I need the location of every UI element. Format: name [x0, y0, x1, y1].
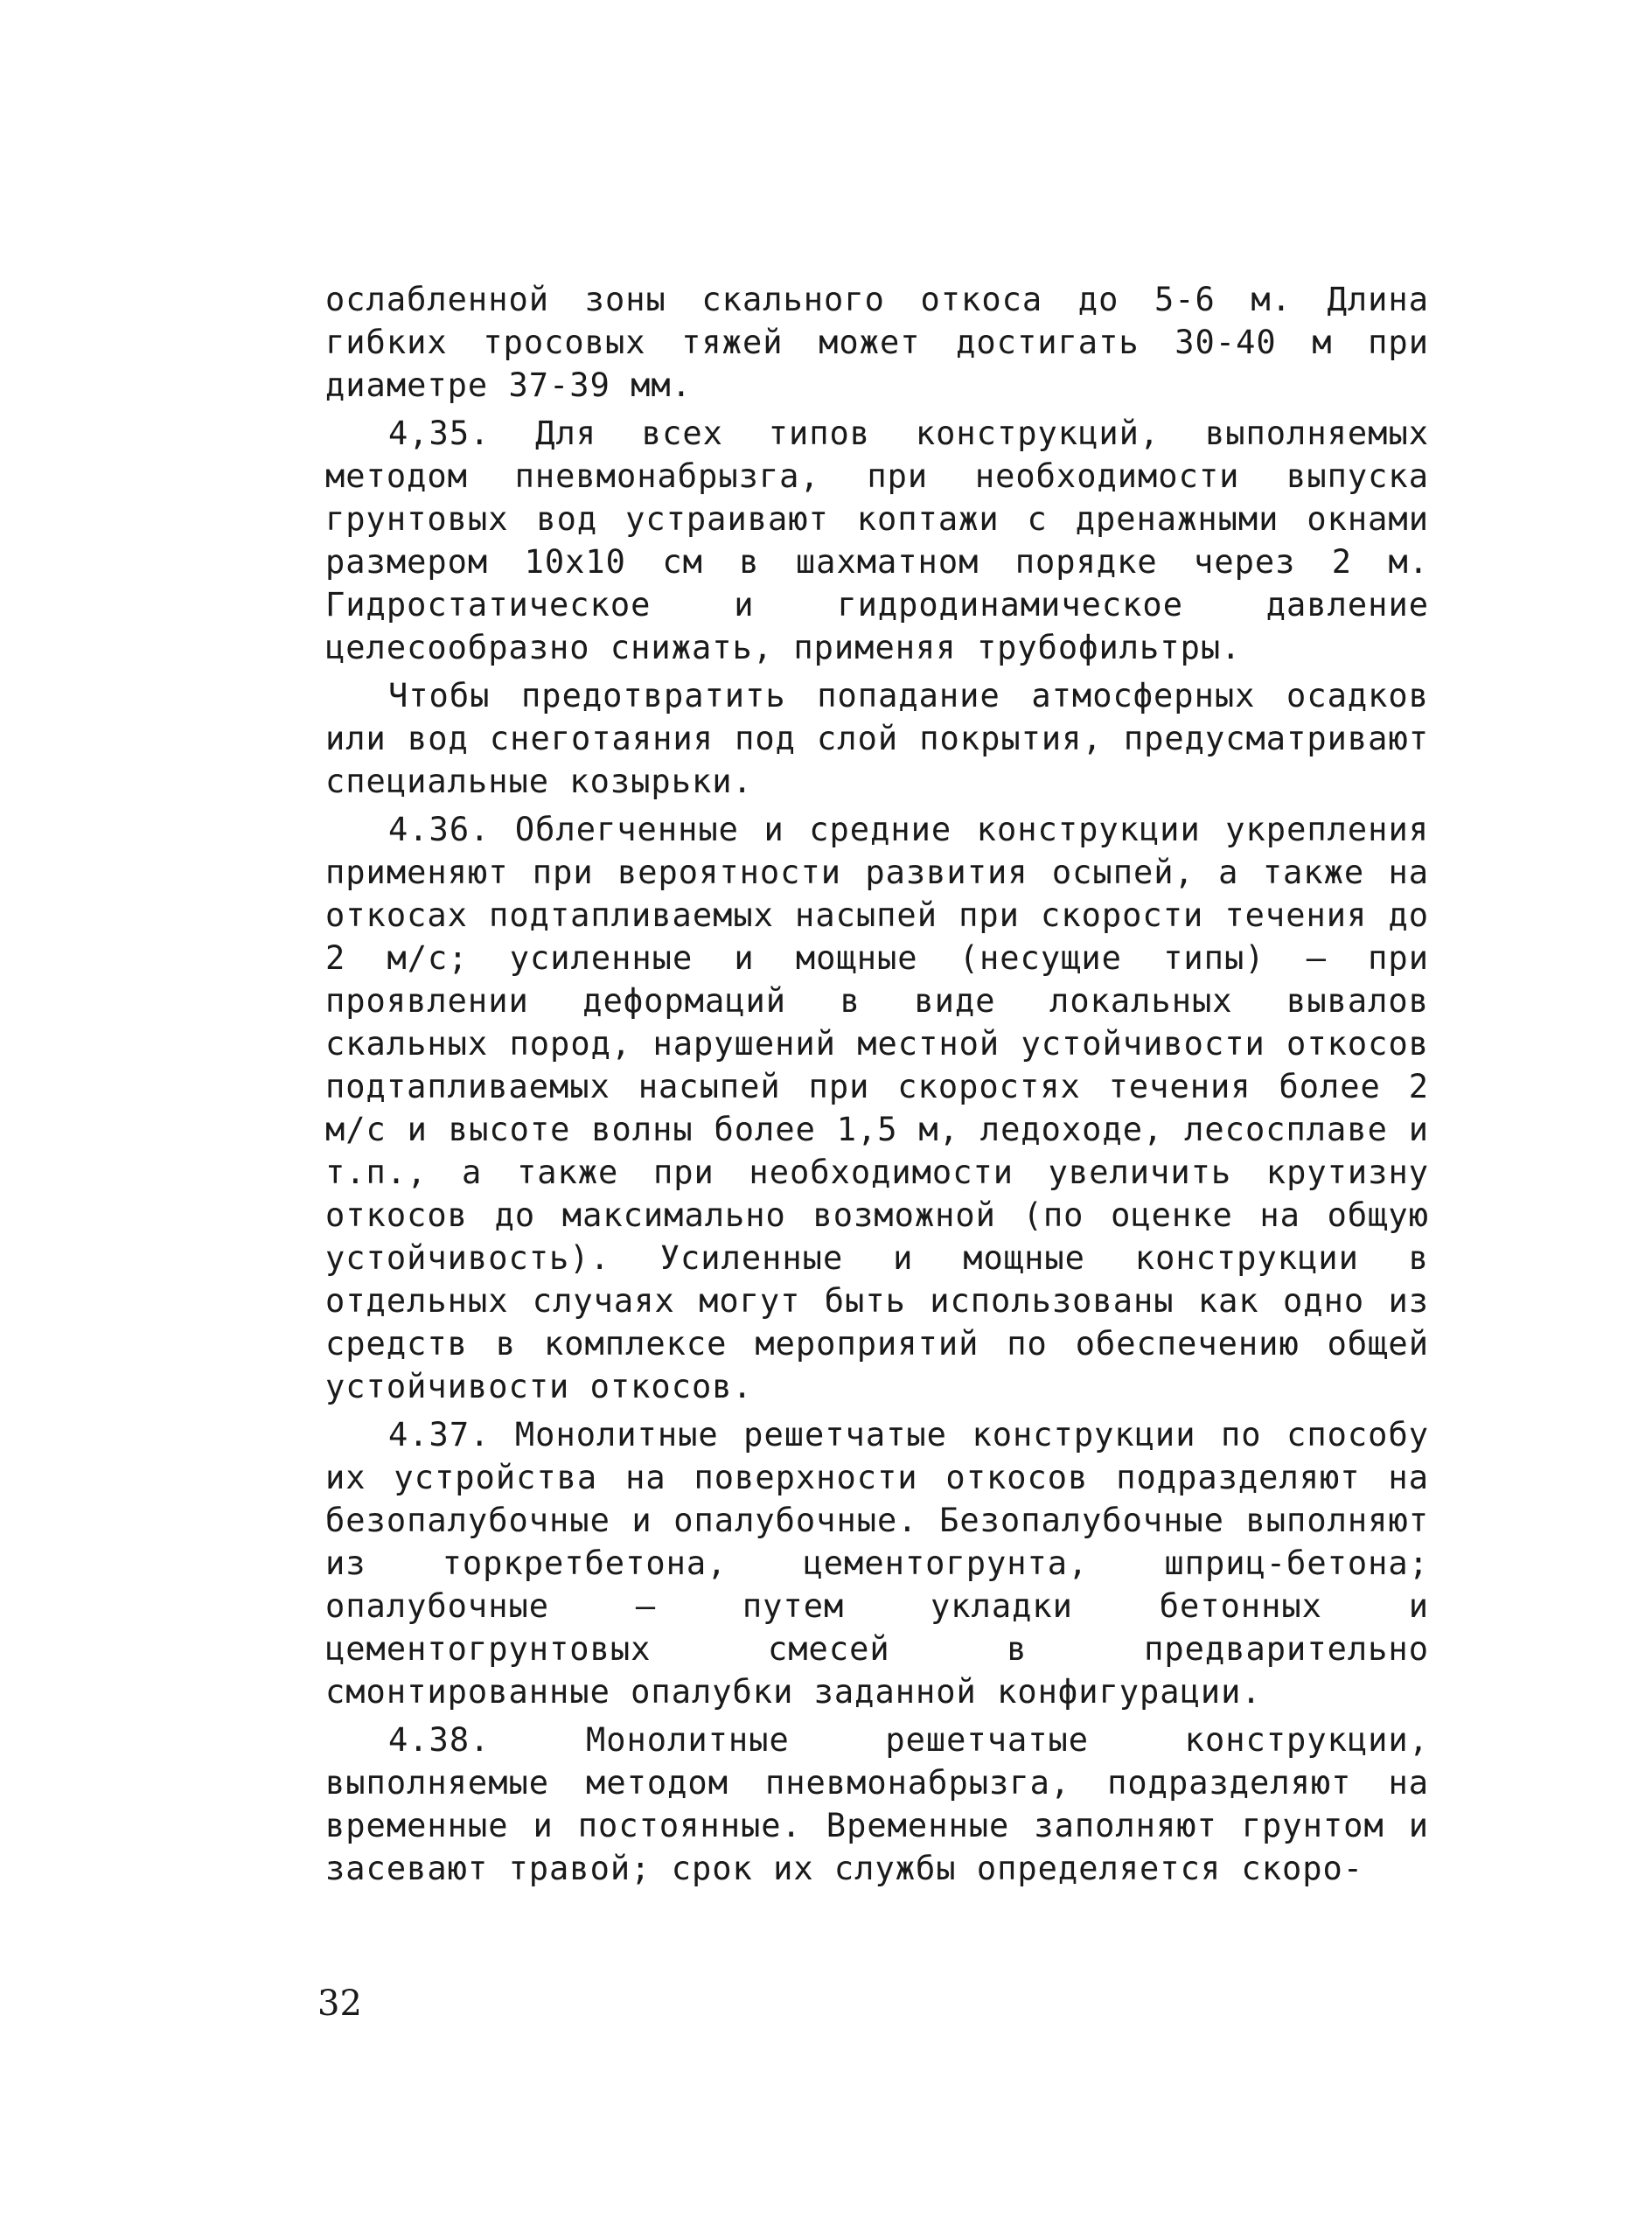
- body-text: [325, 278, 1429, 1895]
- paragraph-continuation: ослабленной зоны скального откоса до 5-6 м. Длина гибких тросовых тяжей может достигать 30-40 м при диаметре 37-39 мм.: [325, 281, 1429, 404]
- paragraph-4-35: 4,35. Для всех типов конструкций, выполняемых методом пневмонабрызга, при необходимости выпуска грунтовых вод устраивают коптажи с дренажными окнами размером 10х10 см в шахматном порядке через 2 м. Гидростатическое и гидродинамическое давление целесообразно снижать, применяя трубофильтры.: [325, 415, 1429, 666]
- paragraph-4-37: 4.37. Монолитные решетчатые конструкции по способу их устройства на поверхности откосов подразделяют на безопалубочные и опалубочные. Безопалубочные выполняют из торкретбетона, цементогрунта, шприц-бетона; опалубочные – путем укладки бетонных и цементогрунтовых смесей в предварительно смонтированные опалубки заданной конфигурации.: [325, 1416, 1429, 1711]
- page-number: 32: [317, 1984, 362, 2024]
- paragraph-4-36: 4.36. Облегченные и средние конструкции укрепления применяют при вероятности развития осыпей, а также на откосах подтапливаемых насыпей при скорости течения до 2 м/с; усиленные и мощные (несущие типы) – при проявлении деформаций в виде локальных вывалов скальных пород, нарушений местной устойчивости откосов подтапливаемых насыпей при скоростях течения более 2 м/с и высоте волны более 1,5 м, ледоходе, лесосплаве и т.п., а также при необходимости увеличить крутизну откосов до максимально возможной (по оценке на общую устойчивость). Усиленные и мощные конструкции в отдельных случаях могут быть использованы как одно из средств в комплексе мероприятий по обеспечению общей устойчивости откосов.: [325, 811, 1429, 1405]
- paragraph-4-38: 4.38. Монолитные решетчатые конструкции, выполняемые методом пневмонабрызга, подразделяют на временные и постоянные. Временные заполняют грунтом и засевают травой; срок их службы определяется скоро-: [325, 1721, 1429, 1887]
- paragraph-visors: Чтобы предотвратить попадание атмосферных осадков или вод снеготаяния под слой покрытия, предусматривают специальные козырьки.: [325, 677, 1429, 800]
